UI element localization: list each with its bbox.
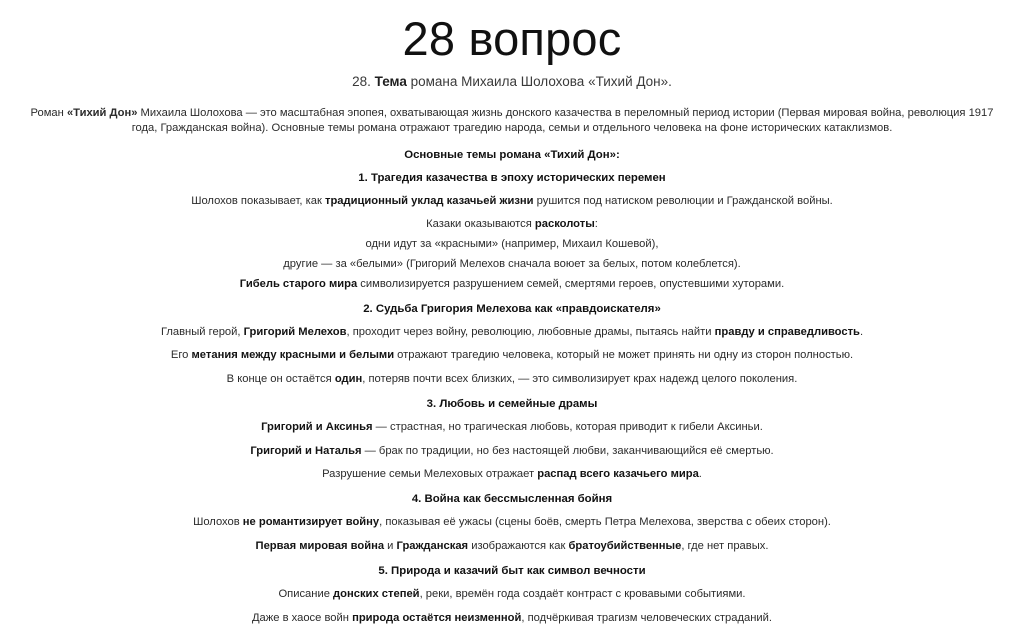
emphasis-text: Григорий Мелехов: [243, 325, 347, 338]
body-line: [28, 217, 996, 232]
plain-text: Описание: [278, 587, 334, 600]
plain-text: Его: [170, 349, 192, 362]
emphasis-text: братоубийственные: [568, 540, 682, 553]
plain-text: , показывая её ужасы (сцены боёв, смерть Петра Мелехова, зверства с обеих сторон).: [379, 516, 831, 529]
document-subtitle: [28, 73, 996, 91]
plain-text: Шолохов: [193, 516, 243, 529]
intro-novel-title: «Тихий Дон»: [66, 106, 138, 119]
plain-text: изображаются как: [468, 540, 569, 553]
emphasis-text: Григорий и Аксинья: [261, 420, 373, 433]
intro-lead: Роман: [30, 106, 67, 119]
plain-text: рушится под натиском революции и Гражданской войны.: [533, 194, 833, 207]
body-line: [28, 348, 996, 363]
subtitle-keyword: Тема: [374, 74, 407, 90]
plain-text: Разрушение семьи Мелеховых отражает: [322, 468, 538, 481]
emphasis-text: правду и справедливость: [714, 325, 860, 338]
section-heading: 4. Война как бессмысленная бойня: [411, 493, 613, 506]
emphasis-text: расколоты: [534, 218, 595, 231]
subtitle-text: романа Михаила Шолохова «Тихий Дон».: [406, 74, 672, 90]
plain-text: — страстная, но трагическая любовь, которая приводит к гибели Аксиньи.: [372, 420, 763, 433]
plain-text: Шолохов показывает, как: [191, 194, 325, 207]
emphasis-text: Григорий и Наталья: [250, 444, 362, 457]
plain-text: Казаки оказываются: [426, 218, 535, 231]
emphasis-text: не романтизирует войну: [242, 516, 380, 529]
plain-text: , где нет правых.: [681, 540, 769, 553]
intro-paragraph: [28, 106, 996, 136]
emphasis-text: Гражданская: [396, 540, 469, 553]
plain-text: .: [859, 325, 864, 338]
body-line: [28, 467, 996, 482]
plain-text: Главный герой,: [160, 325, 244, 338]
plain-text: отражают трагедию человека, который не может принять ни одну из сторон полностью.: [394, 349, 854, 362]
plain-text: и: [384, 540, 397, 553]
body-line: [28, 420, 996, 435]
body-line: [28, 325, 996, 340]
subtitle-number: 28.: [352, 74, 375, 90]
emphasis-text: традиционный уклад казачьей жизни: [324, 194, 534, 207]
main-heading: Основные темы романа «Тихий Дон»:: [404, 148, 620, 161]
body-line: [28, 611, 996, 625]
plain-text: одни идут за «красными» (например, Михаил Кошевой),: [365, 238, 659, 251]
emphasis-text: Гибель старого мира: [239, 277, 358, 290]
plain-text: , потеряв почти всех близких, — это символизирует крах надежд целого поколения.: [362, 373, 798, 386]
plain-text: , проходит через войну, революцию, любовные драмы, пытаясь найти: [346, 325, 715, 338]
plain-text: Даже в хаосе войн: [251, 611, 353, 624]
document-body: [28, 106, 996, 625]
section-heading: 3. Любовь и семейные драмы: [426, 397, 598, 410]
body-line: [28, 237, 996, 252]
plain-text: , реки, времён года создаёт контраст с кровавыми событиями.: [419, 587, 746, 600]
plain-text: — брак по традиции, но без настоящей любви, заканчивающийся её смертью.: [361, 444, 774, 457]
body-line: [28, 257, 996, 272]
intro-rest: Михаила Шолохова — это масштабная эпопея, охватывающая жизнь донского казачества в переломный период истории (Первая мировая война, революция 1917 года, Гражданская война). Основные темы романа отражают трагедию народа, семьи и отдельного человека на фоне исторических катаклизмов.: [131, 106, 994, 134]
plain-text: :: [594, 218, 598, 231]
section-heading: 5. Природа и казачий быт как символ вечности: [378, 564, 646, 577]
sections-container: [28, 172, 996, 625]
body-line: [28, 587, 996, 602]
section-heading: 2. Судьба Григория Мелехова как «правдоискателя»: [363, 302, 661, 315]
emphasis-text: метания между красными и белыми: [191, 349, 395, 362]
plain-text: В конце он остаётся: [226, 373, 335, 386]
section-heading: 1. Трагедия казачества в эпоху исторических перемен: [358, 171, 666, 184]
body-line: [28, 194, 996, 209]
emphasis-text: донских степей: [333, 587, 420, 600]
plain-text: .: [698, 468, 702, 481]
emphasis-text: распад всего казачьего мира: [537, 468, 699, 481]
body-line: [28, 539, 996, 554]
plain-text: другие — за «белыми» (Григорий Мелехов сначала воюет за белых, потом колеблется).: [283, 258, 741, 271]
body-line: [28, 372, 996, 387]
body-line: [28, 515, 996, 530]
emphasis-text: один: [334, 373, 363, 386]
plain-text: , подчёркивая трагизм человеческих страданий.: [521, 611, 773, 624]
emphasis-text: Первая мировая война: [255, 540, 385, 553]
body-line: [28, 444, 996, 459]
body-line: [28, 277, 996, 292]
page-title: 28 вопрос: [402, 12, 622, 65]
emphasis-text: природа остаётся неизменной: [352, 611, 522, 624]
plain-text: символизируется разрушением семей, смертями героев, опустевшими хуторами.: [357, 277, 785, 290]
